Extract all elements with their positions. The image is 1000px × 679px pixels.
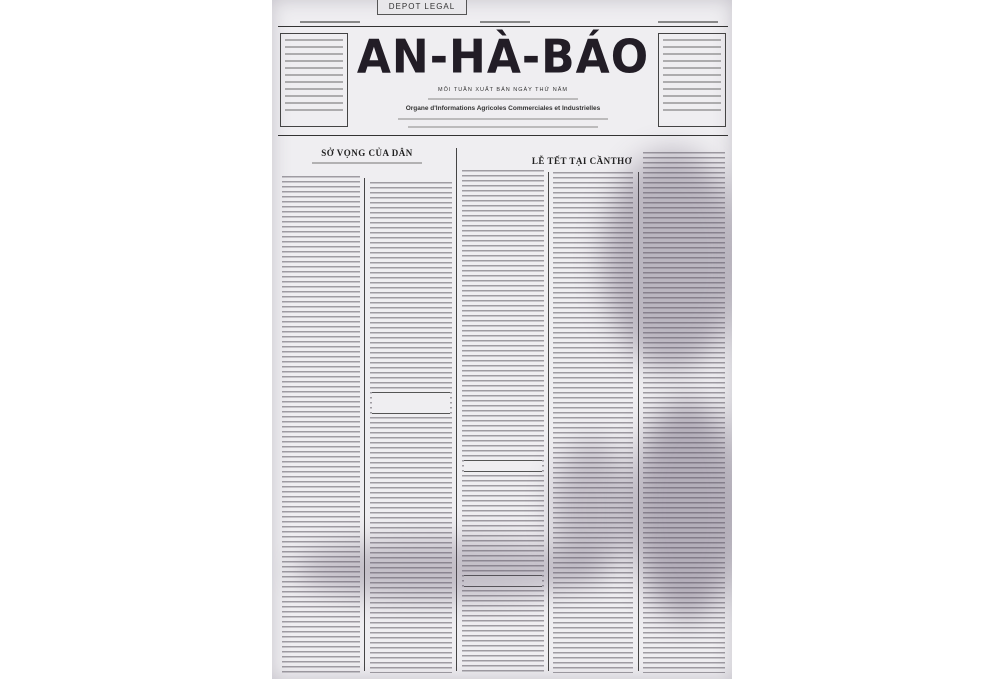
top-info-line [280,18,724,26]
smudge-2 [632,400,732,620]
section-divider-2 [464,460,542,472]
subtitle: Organe d'Informations Agricoles Commerciales et Industrielles [405,105,601,112]
column-rule-1 [364,178,365,671]
smudge-1 [602,150,732,370]
smudge-4 [552,440,632,580]
masthead [278,26,728,136]
left-ear-box [280,33,348,127]
right-ear-box [658,33,726,127]
left-article-byline [312,162,422,164]
left-article-headline: SỞ VỌNG CỦA DÂN [321,148,413,158]
newspaper-title: AN-HÀ-BÁO [356,30,650,85]
smudge-3 [292,540,592,600]
tagline: MỖI TUẦN XUẤT BẢN NGÀY THỨ NĂM [438,87,568,93]
newspaper-page [272,0,732,679]
section-divider-1 [372,392,450,414]
address-line-2 [408,126,598,128]
column-rule-3 [548,172,549,671]
depot-legal-stamp: DEPOT LEGAL [377,0,467,15]
address-line-1 [398,118,608,120]
text-column-1 [282,176,360,673]
right-article-headline: LỄ TẾT TẠI CẦNTHƠ [531,156,633,166]
tagline-small [428,98,578,100]
